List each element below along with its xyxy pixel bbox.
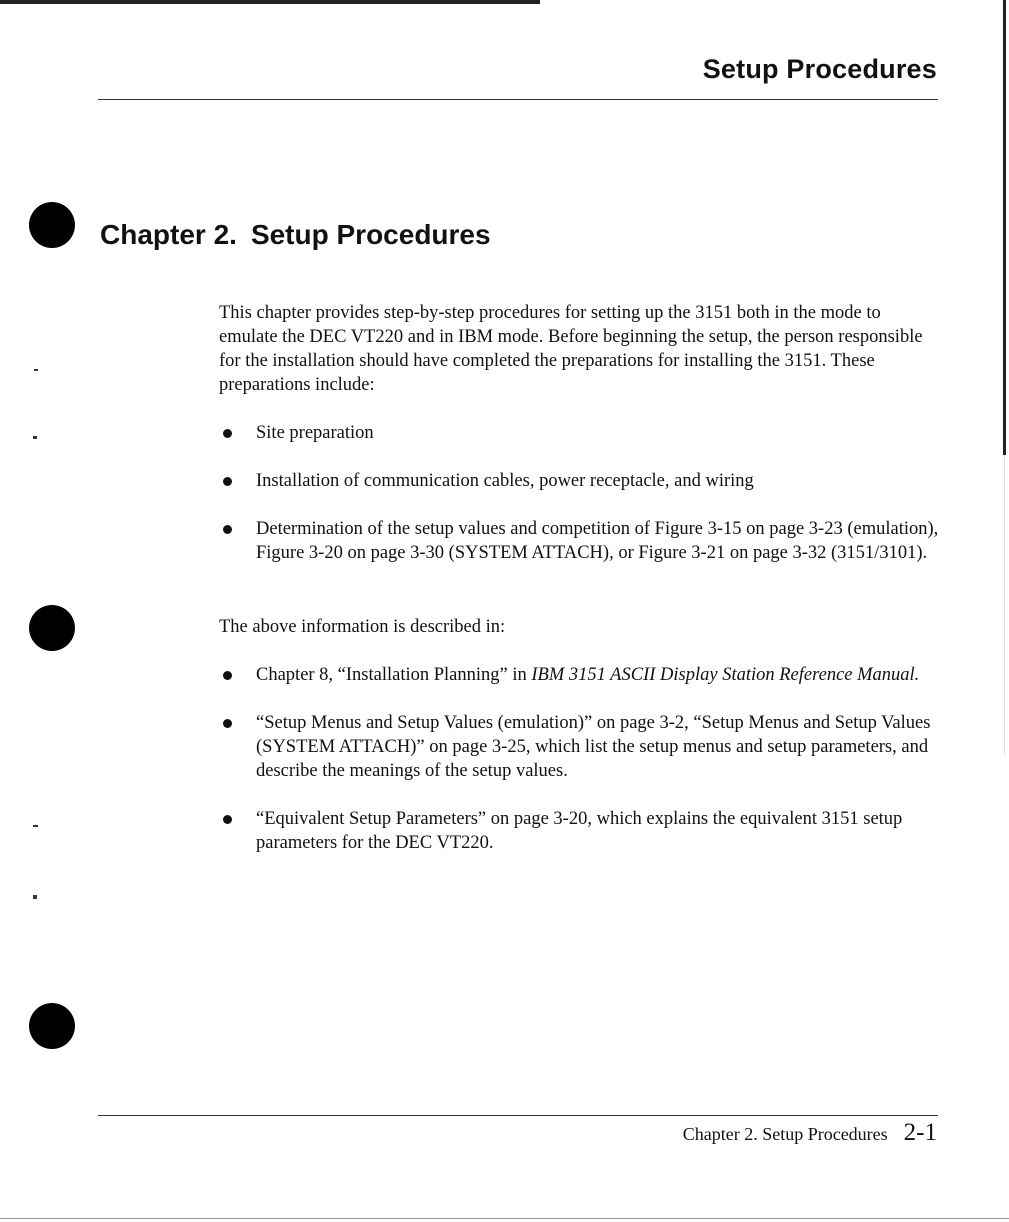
list-item: Determination of the setup values and competition of Figure 3-15 on page 3-23 (emulation), Figure 3-20 on page 3-30 (SYSTEM ATTACH), or Figure 3-21 on page 3-32 (3151/3101). (219, 517, 939, 565)
footer-label: Chapter 2. Setup Procedures (682, 1124, 888, 1144)
list-item: Site preparation (219, 421, 939, 445)
described-in-paragraph: The above information is described in: (219, 617, 506, 637)
scan-speck (33, 895, 37, 899)
chapter-heading (100, 219, 491, 251)
intro-paragraph: This chapter provides step-by-step procedures for setting up the 3151 both in the mode to emulate the DEC VT220 and in IBM mode. Before beginning the setup, the person responsible for the installation should have completed the preparations for installing the 3151. These preparations include: (219, 303, 923, 395)
scan-edge-right-faint (1004, 455, 1005, 755)
list-item: Installation of communication cables, power receptacle, and wiring (219, 469, 939, 493)
scan-speck (33, 436, 37, 439)
list-item: “Setup Menus and Setup Values (emulation)” on page 3-2, “Setup Menus and Setup Values (SYSTEM ATTACH)” on page 3-25, which list the setup menus and setup parameters, and describe the meanings of the setup values. (219, 711, 939, 783)
list-item: Chapter 8, “Installation Planning” in IBM 3151 ASCII Display Station Reference Manual. (219, 663, 939, 687)
binder-hole (29, 1003, 75, 1049)
footer-rule (98, 1115, 938, 1116)
scan-edge-bottom (0, 1218, 1009, 1219)
bullet-icon (223, 815, 232, 824)
running-header-title: Setup Procedures (702, 54, 937, 84)
scan-speck (33, 825, 38, 827)
references-list (219, 663, 939, 879)
bullet-icon (223, 429, 232, 438)
page-footer (683, 1119, 937, 1147)
bullet-icon (223, 477, 232, 486)
scan-speck (34, 369, 38, 371)
bullet-icon (223, 671, 232, 680)
chapter-number: Chapter 2. (100, 219, 237, 250)
chapter-title: Setup Procedures (250, 219, 491, 250)
bullet-icon (223, 525, 232, 534)
binder-hole (29, 202, 75, 248)
page-number: 2-1 (903, 1119, 937, 1146)
list-item: “Equivalent Setup Parameters” on page 3-20, which explains the equivalent 3151 setup parameters for the DEC VT220. (219, 807, 939, 855)
scan-edge-top (0, 0, 540, 4)
manual-title: IBM 3151 ASCII Display Station Reference Manual. (531, 665, 920, 685)
binder-hole (29, 605, 75, 651)
header-rule (98, 99, 938, 100)
bullet-icon (223, 719, 232, 728)
preparations-list (219, 421, 939, 589)
scan-edge-right (1003, 0, 1006, 455)
